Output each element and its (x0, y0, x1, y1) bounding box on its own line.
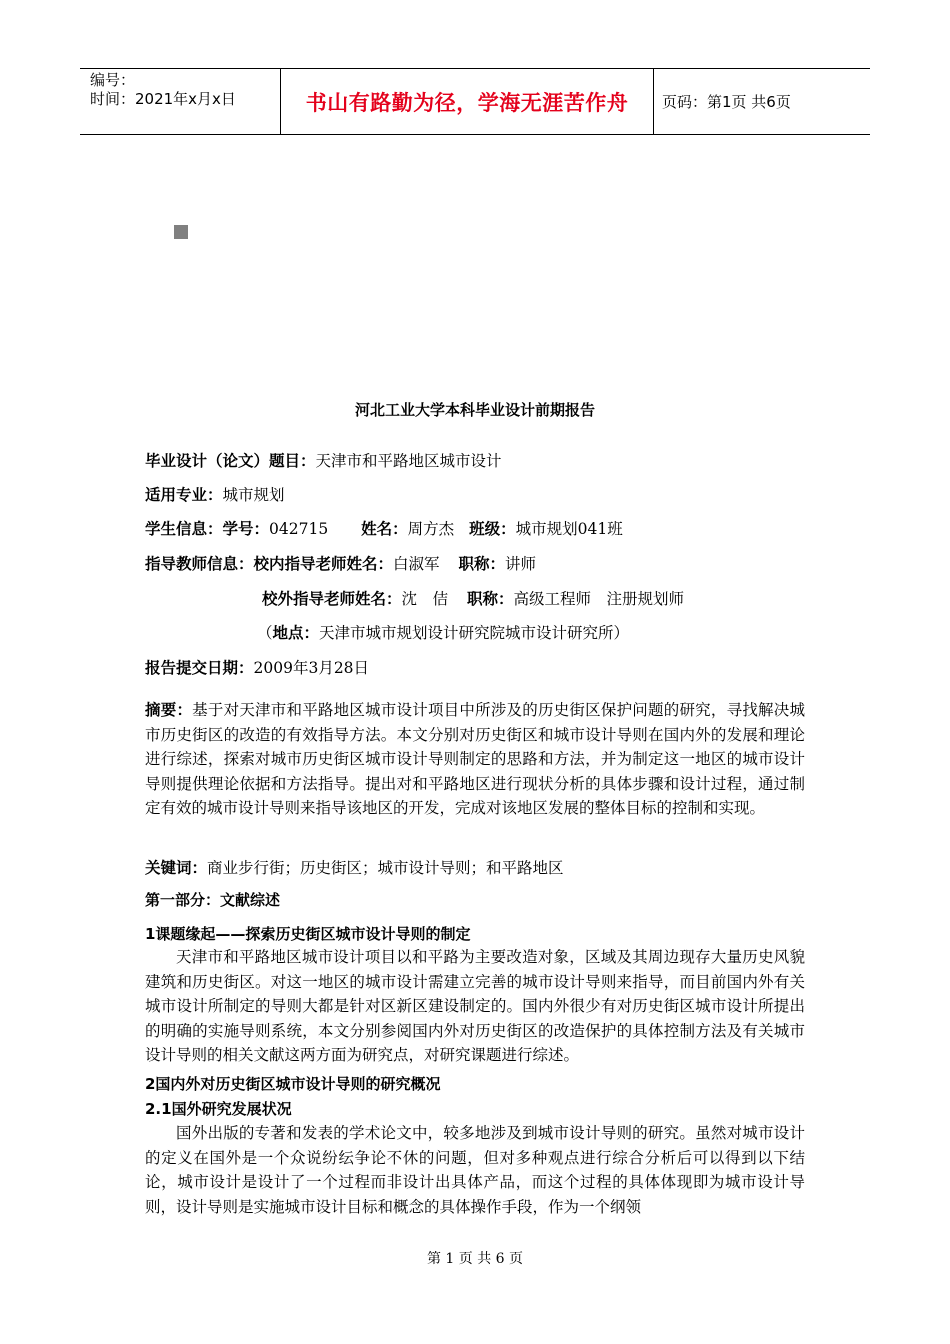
keywords-line (145, 856, 564, 878)
name-label: 姓名： (361, 520, 408, 538)
name-value: 周方杰 (407, 520, 455, 538)
teacher-out-value: 沈 佶 (401, 590, 449, 608)
section2-heading: 2国内外对历史街区城市设计导则的研究概况 (145, 1075, 441, 1093)
student-line (145, 517, 623, 539)
header-meta (80, 69, 281, 134)
header-page-number: 页码：第1页 共6页 (662, 93, 791, 111)
student-label: 学生信息：学号： (145, 520, 270, 538)
page-header (80, 68, 870, 135)
time-label: 时间：2021年x月x日 (90, 90, 236, 108)
abstract-label: 摘要： (145, 701, 193, 719)
location-line (257, 621, 629, 643)
topic-label: 毕业设计（论文）题目： (145, 452, 316, 470)
date-label: 报告提交日期： (145, 659, 254, 677)
major-label: 适用专业： (145, 486, 223, 504)
header-motto: 书山有路勤为径，学海无涯苦作舟 (281, 69, 654, 134)
teacher-in-title-label: 职称： (458, 555, 505, 573)
class-value: 城市规划041班 (515, 520, 623, 538)
section1-paragraph: 天津市和平路地区城市设计项目以和平路为主要改造对象，区域及其周边现存大量历史风貌建筑和历史街区。对这一地区的城市设计需建立完善的城市设计导则来指导，而目前国内外有关城市设计所制定的导则大都是针对区新区建设制定的。国内外很少有对历史街区城市设计所提出的明确的实施导则系统，本文分别参阅国内外对历史街区的改造保护的具体控制方法及有关城市设计导则的相关文献这两方面为研究点，对研究课题进行综述。 (145, 948, 805, 1064)
teacher-label: 指导教师信息：校内指导老师姓名： (145, 555, 394, 573)
page-footer: 第 1 页 共 6 页 (426, 1251, 524, 1267)
teacher-out-line (262, 587, 684, 609)
keywords-text: 商业步行街；历史街区；城市设计导则；和平路地区 (207, 859, 564, 877)
date-value: 2009年3月28日 (253, 659, 370, 677)
keywords-label: 关键词： (145, 859, 208, 877)
abstract-text: 基于对天津市和平路地区城市设计项目中所涉及的历史街区保护问题的研究，寻找解决城市历史街区的改造的有效指导方法。本文分别对历史街区和城市设计导则在国内外的发展和理论进行综述，探索对城市历史街区城市设计导则制定的思路和方法，并为制定这一地区的城市设计导则提供理论依据和方法指导。提出对和平路地区进行现状分析的具体步骤和设计过程，通过制定有效的城市设计导则来指导该地区的开发，完成对该地区发展的整体目标的控制和实现。 (145, 701, 805, 817)
topic-line (145, 449, 502, 471)
class-label: 班级： (469, 520, 516, 538)
location-open: （ (257, 624, 273, 642)
section1-heading: 1课题缘起——探索历史街区城市设计导则的制定 (145, 925, 471, 943)
teacher-out-title-label: 职称： (466, 590, 514, 608)
teacher-in-title: 讲师 (504, 555, 536, 573)
section21-paragraph: 国外出版的专著和发表的学术论文中，较多地涉及到城市设计导则的研究。虽然对城市设计的定义在国外是一个众说纷纭争论不休的问题，但对多种观点进行综合分析后可以得到以下结论，城市设计是设计了一个过程而非设计出具体产品，而这个过程的具体体现即为城市设计导则，设计导则是实施城市设计目标和概念的具体操作手段，作为一个纲领 (145, 1124, 805, 1216)
abstract-paragraph (145, 698, 805, 821)
topic-value: 天津市和平路地区城市设计 (315, 452, 502, 470)
major-value: 城市规划 (222, 486, 285, 504)
date-line (145, 656, 369, 678)
teacher-out-title: 高级工程师 注册规划师 (513, 590, 684, 608)
location-label: 地点： (272, 624, 320, 642)
teacher-in-value: 白淑军 (393, 555, 440, 573)
location-value: 天津市城市规划设计研究院城市设计研究所） (319, 624, 630, 642)
document-title: 河北工业大学本科毕业设计前期报告 (354, 401, 595, 419)
student-id: 042715 (269, 520, 329, 538)
square-bullet-icon (174, 225, 188, 239)
number-label: 编号： (90, 71, 136, 89)
teacher-out-label: 校外指导老师姓名： (262, 590, 402, 608)
teacher-line (145, 552, 536, 574)
section21-heading: 2.1国外研究发展状况 (145, 1100, 292, 1118)
major-line (145, 483, 285, 505)
part1-heading: 第一部分：文献综述 (145, 891, 281, 909)
